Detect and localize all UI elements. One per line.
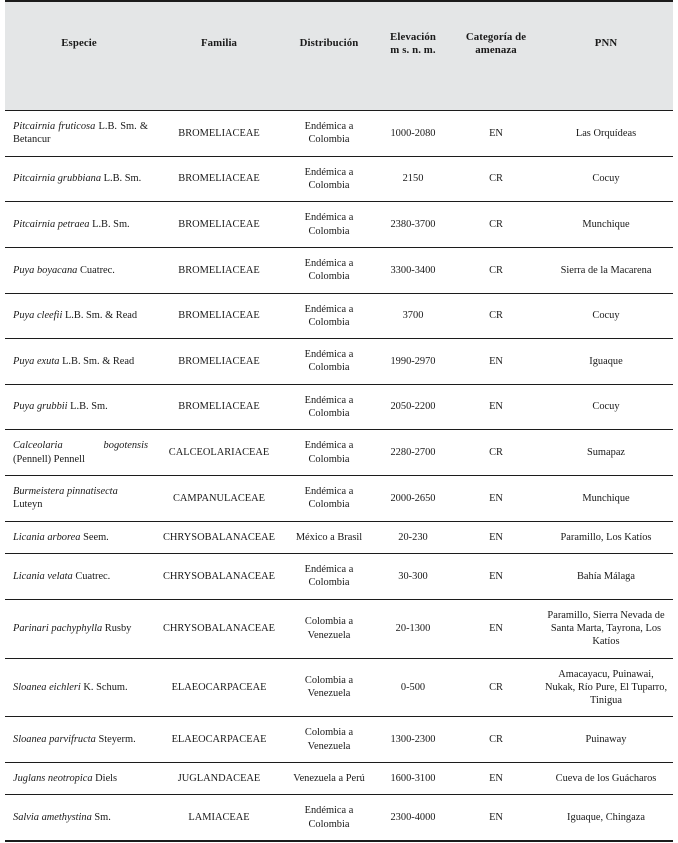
cell-elevacion: 1000-2080 [373, 111, 453, 157]
column-header-categoria-label [457, 31, 535, 57]
table-row [5, 247, 673, 293]
species-authority: Cuatrec. [75, 570, 111, 582]
species-scientific-name: Parinari pachyphylla [13, 622, 103, 634]
table-row [5, 521, 673, 553]
table-row [5, 599, 673, 658]
cell-categoria: CR [453, 658, 539, 717]
column-header-categoria-line1: Categoría de [465, 30, 527, 43]
cell-familia: BROMELIACEAE [153, 247, 285, 293]
cell-especie [5, 717, 153, 763]
cell-elevacion: 2380-3700 [373, 202, 453, 248]
species-authority: Rusby [104, 622, 132, 634]
cell-familia: JUGLANDACEAE [153, 763, 285, 795]
table-row [5, 430, 673, 476]
cell-categoria: EN [453, 384, 539, 430]
cell-familia: CAMPANULACEAE [153, 476, 285, 522]
cell-elevacion: 2300-4000 [373, 795, 453, 841]
species-authority: L.B. Sm. [103, 173, 142, 185]
cell-distribucion: Endémica a Colombia [285, 339, 373, 385]
column-header-categoria-line2: amenaza [475, 44, 517, 56]
cell-especie [5, 658, 153, 717]
table-row [5, 202, 673, 248]
cell-distribucion: México a Brasil [285, 521, 373, 553]
species-scientific-name: Pitcairnia petraea [13, 218, 90, 230]
cell-pnn: Cueva de los Guácharos [539, 763, 673, 795]
cell-categoria: EN [453, 553, 539, 599]
cell-especie [5, 599, 153, 658]
cell-categoria: CR [453, 202, 539, 248]
cell-elevacion: 2280-2700 [373, 430, 453, 476]
cell-elevacion: 20-1300 [373, 599, 453, 658]
cell-categoria: EN [453, 599, 539, 658]
cell-categoria: CR [453, 717, 539, 763]
cell-pnn: Sierra de la Macarena [539, 247, 673, 293]
cell-elevacion: 1300-2300 [373, 717, 453, 763]
cell-distribucion: Venezuela a Perú [285, 763, 373, 795]
cell-elevacion: 3700 [373, 293, 453, 339]
column-header-familia-label: Familia [200, 37, 238, 50]
cell-especie [5, 476, 153, 522]
cell-familia: BROMELIACEAE [153, 111, 285, 157]
species-authority: Cuatrec. [79, 264, 115, 276]
cell-distribucion: Endémica a Colombia [285, 430, 373, 476]
species-authority: Diels [95, 773, 118, 785]
species-authority: Luteyn [13, 499, 43, 511]
cell-familia: ELAEOCARPACEAE [153, 658, 285, 717]
table-row [5, 111, 673, 157]
column-header-familia [153, 1, 285, 111]
species-scientific-name: Juglans neotropica [13, 773, 93, 785]
species-scientific-name: Puya cleefii [13, 310, 63, 322]
table-body [5, 111, 673, 842]
table-row [5, 795, 673, 841]
threatened-species-table [5, 0, 673, 842]
column-header-pnn [539, 1, 673, 111]
species-scientific-name: Puya exuta [13, 355, 60, 367]
species-scientific-name: Sloanea parvifructa [13, 734, 96, 746]
cell-pnn: Puinaway [539, 717, 673, 763]
table-row [5, 476, 673, 522]
cell-categoria: CR [453, 293, 539, 339]
cell-pnn: Munchique [539, 202, 673, 248]
cell-especie [5, 111, 153, 157]
cell-categoria: EN [453, 521, 539, 553]
cell-especie [5, 247, 153, 293]
cell-especie [5, 521, 153, 553]
cell-familia: BROMELIACEAE [153, 339, 285, 385]
cell-familia: BROMELIACEAE [153, 156, 285, 202]
species-authority: L.B. Sm. [70, 401, 108, 413]
species-scientific-name: Pitcairnia grubbiana [13, 173, 102, 185]
cell-distribucion: Colombia a Venezuela [285, 717, 373, 763]
species-authority: L.B. Sm. & Read [62, 355, 135, 367]
table-row [5, 156, 673, 202]
cell-familia: ELAEOCARPACEAE [153, 717, 285, 763]
cell-elevacion: 3300-3400 [373, 247, 453, 293]
table-row [5, 763, 673, 795]
column-header-elevacion-line2: m s. n. m. [390, 44, 436, 56]
cell-pnn: Cocuy [539, 293, 673, 339]
column-header-especie-label: Especie [61, 37, 97, 50]
cell-distribucion: Colombia a Venezuela [285, 599, 373, 658]
species-scientific-name: Salvia amethystina [13, 812, 92, 824]
cell-categoria: CR [453, 430, 539, 476]
species-authority: Seem. [83, 531, 109, 543]
species-scientific-name: Calceolaria bogotensis [13, 440, 148, 452]
species-authority: Sm. [94, 812, 111, 824]
cell-especie [5, 384, 153, 430]
cell-especie [5, 202, 153, 248]
species-scientific-name: Licania velata [13, 570, 73, 582]
cell-pnn: Paramillo, Sierra Nevada de Santa Marta, Tayrona, Los Katíos [539, 599, 673, 658]
column-header-distribucion [285, 1, 373, 111]
cell-distribucion: Colombia a Venezuela [285, 658, 373, 717]
cell-distribucion: Endémica a Colombia [285, 553, 373, 599]
cell-elevacion: 1990-2970 [373, 339, 453, 385]
cell-distribucion: Endémica a Colombia [285, 156, 373, 202]
species-scientific-name: Pitcairnia fruticosa [13, 121, 96, 132]
cell-especie [5, 339, 153, 385]
species-authority: L.B. Sm. & Betancur [13, 121, 148, 146]
column-header-pnn-label: PNN [594, 37, 618, 50]
cell-distribucion: Endémica a Colombia [285, 384, 373, 430]
cell-elevacion: 2000-2650 [373, 476, 453, 522]
cell-especie [5, 430, 153, 476]
column-header-distribucion-label: Distribución [299, 37, 359, 50]
cell-pnn: Sumapaz [539, 430, 673, 476]
species-authority: L.B. Sm. & Read [64, 310, 138, 322]
cell-elevacion: 2150 [373, 156, 453, 202]
cell-distribucion: Endémica a Colombia [285, 202, 373, 248]
cell-especie [5, 763, 153, 795]
cell-especie [5, 553, 153, 599]
column-header-categoria [453, 1, 539, 111]
cell-pnn: Amacayacu, Puinawai, Nukak, Río Pure, El Tuparro, Tinigua [539, 658, 673, 717]
species-authority: K. Schum. [83, 681, 128, 693]
cell-pnn: Iguaque, Chingaza [539, 795, 673, 841]
table-row [5, 658, 673, 717]
cell-distribucion: Endémica a Colombia [285, 795, 373, 841]
table-header [5, 1, 673, 111]
species-scientific-name: Puya grubbii [13, 401, 68, 413]
species-authority: Steyerm. [98, 734, 136, 746]
cell-elevacion: 20-230 [373, 521, 453, 553]
species-scientific-name: Puya boyacana [13, 264, 78, 276]
table-row [5, 553, 673, 599]
cell-familia: LAMIACEAE [153, 795, 285, 841]
cell-elevacion: 1600-3100 [373, 763, 453, 795]
cell-familia: CHRYSOBALANACEAE [153, 599, 285, 658]
cell-pnn: Cocuy [539, 156, 673, 202]
column-header-especie [5, 1, 153, 111]
cell-categoria: EN [453, 795, 539, 841]
cell-categoria: CR [453, 156, 539, 202]
cell-pnn: Munchique [539, 476, 673, 522]
cell-pnn: Cocuy [539, 384, 673, 430]
cell-elevacion: 30-300 [373, 553, 453, 599]
cell-especie [5, 293, 153, 339]
cell-distribucion: Endémica a Colombia [285, 293, 373, 339]
cell-categoria: EN [453, 763, 539, 795]
cell-distribucion: Endémica a Colombia [285, 111, 373, 157]
species-scientific-name: Licania arborea [13, 531, 81, 543]
table-row [5, 293, 673, 339]
cell-categoria: EN [453, 111, 539, 157]
cell-familia: CHRYSOBALANACEAE [153, 553, 285, 599]
species-scientific-name: Sloanea eichleri [13, 681, 81, 693]
cell-familia: BROMELIACEAE [153, 384, 285, 430]
table-row [5, 384, 673, 430]
species-scientific-name: Burmeistera pinnatisecta [13, 486, 118, 497]
cell-especie [5, 156, 153, 202]
cell-elevacion: 0-500 [373, 658, 453, 717]
cell-pnn: Iguaque [539, 339, 673, 385]
species-authority: (Pennell) Pennell [13, 453, 85, 465]
cell-familia: BROMELIACEAE [153, 293, 285, 339]
cell-familia: CALCEOLARIACEAE [153, 430, 285, 476]
cell-elevacion: 2050-2200 [373, 384, 453, 430]
cell-categoria: CR [453, 247, 539, 293]
column-header-elevacion [373, 1, 453, 111]
cell-pnn: Paramillo, Los Katíos [539, 521, 673, 553]
column-header-elevacion-label [377, 31, 449, 57]
cell-especie [5, 795, 153, 841]
table-row [5, 339, 673, 385]
cell-familia: CHRYSOBALANACEAE [153, 521, 285, 553]
cell-familia: BROMELIACEAE [153, 202, 285, 248]
cell-pnn: Bahía Málaga [539, 553, 673, 599]
cell-distribucion: Endémica a Colombia [285, 476, 373, 522]
species-authority: L.B. Sm. [92, 218, 130, 230]
cell-categoria: EN [453, 339, 539, 385]
cell-distribucion: Endémica a Colombia [285, 247, 373, 293]
cell-pnn: Las Orquídeas [539, 111, 673, 157]
table-row [5, 717, 673, 763]
column-header-elevacion-line1: Elevación [390, 30, 436, 43]
table-header-row [5, 1, 673, 111]
cell-categoria: EN [453, 476, 539, 522]
